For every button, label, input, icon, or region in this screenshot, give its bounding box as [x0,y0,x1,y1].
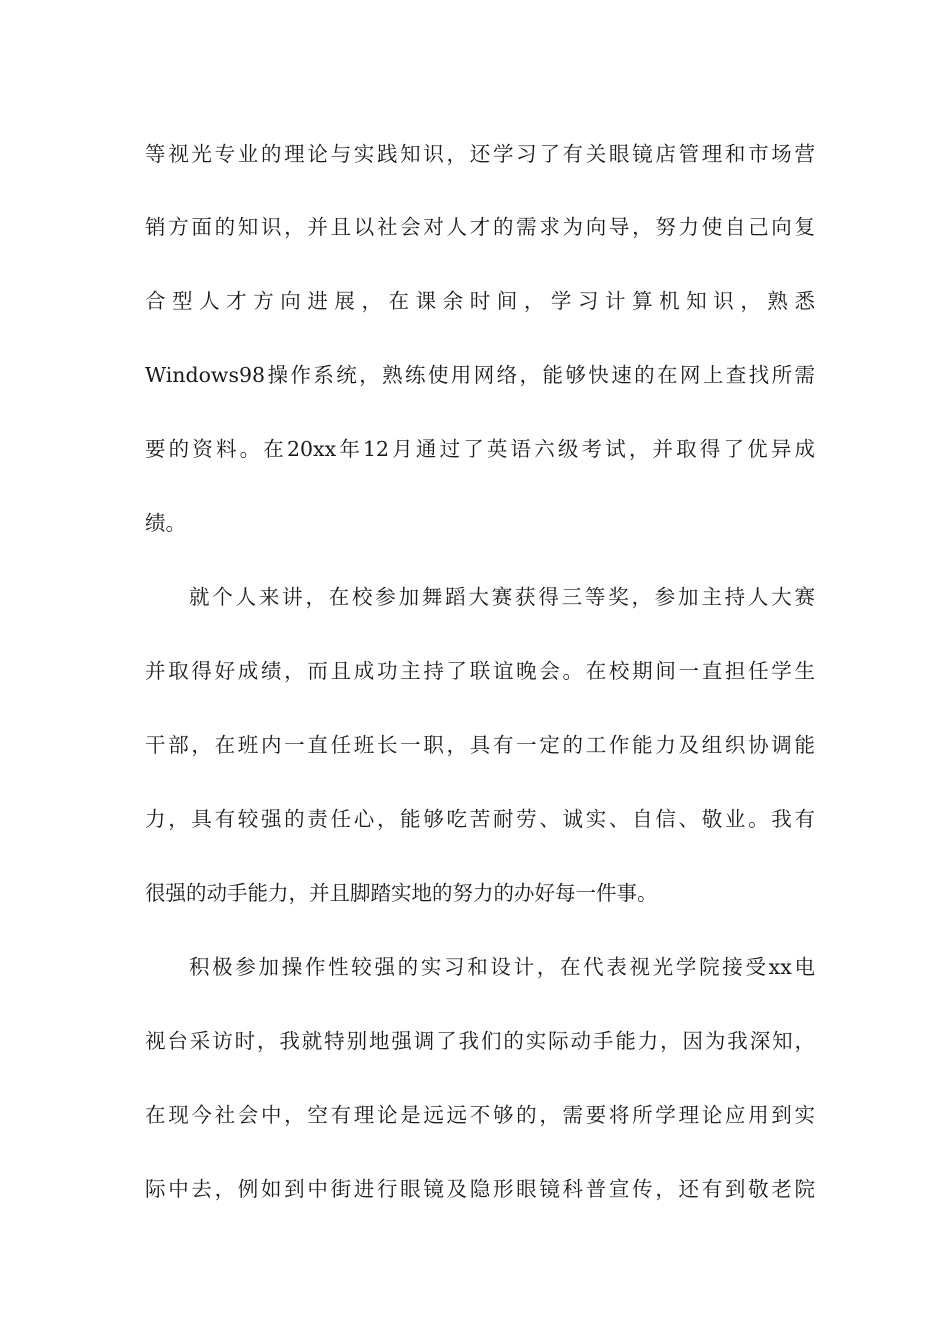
text-line: 际中去，例如到中街进行眼镜及隐形眼镜科普宣传，还有到敬老院 [145,1177,815,1201]
text-line: 合型人才方向进展，在课余时间，学习计算机知识，熟悉 [145,289,815,313]
text-line: 在现今社会中，空有理论是远远不够的，需要将所学理论应用到实 [145,1103,815,1127]
text-line: Windows98操作系统，熟练使用网络，能够快速的在网上查找所需 [145,363,815,387]
text-line: 力，具有较强的责任心，能够吃苦耐劳、诚实、自信、敬业。我有 [145,807,815,831]
text-line: 要的资料。在20xx年12月通过了英语六级考试，并取得了优异成 [145,437,815,461]
text-line: 等视光专业的理论与实践知识，还学习了有关眼镜店管理和市场营 [145,142,815,166]
text-line: 并取得好成绩，而且成功主持了联谊晚会。在校期间一直担任学生 [145,659,815,683]
text-line: 视台采访时，我就特别地强调了我们的实际动手能力，因为我深知， [145,1029,815,1053]
text-line: 积极参加操作性较强的实习和设计，在代表视光学院接受xx电 [189,955,815,979]
text-line: 很强的动手能力，并且脚踏实地的努力的办好每一件事。 [145,881,658,905]
text-line: 绩。 [145,511,186,535]
text-line: 就个人来讲，在校参加舞蹈大赛获得三等奖，参加主持人大赛 [189,585,815,609]
text-line: 干部，在班内一直任班长一职，具有一定的工作能力及组织协调能 [145,733,815,757]
text-line: 销方面的知识，并且以社会对人才的需求为向导，努力使自己向复 [145,215,815,239]
